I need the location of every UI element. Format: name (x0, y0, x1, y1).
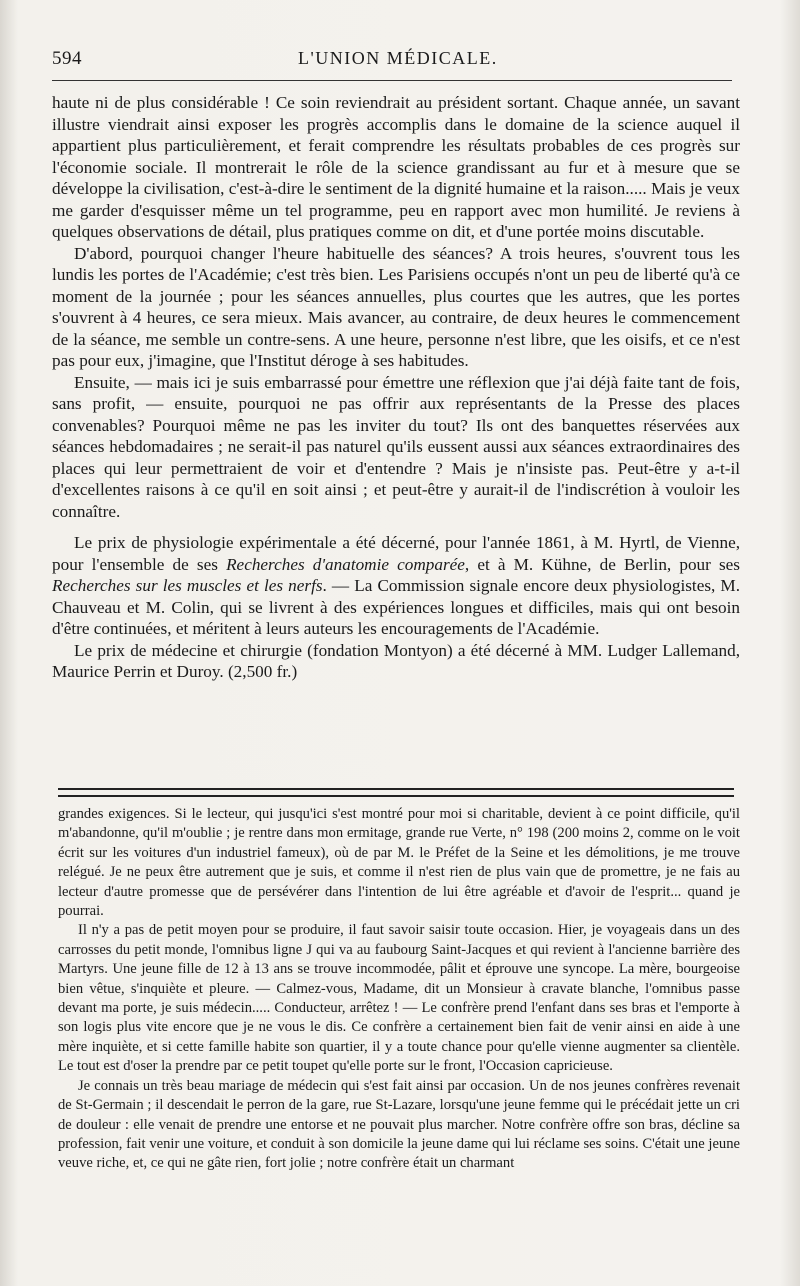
prize-medicine-paragraph: Le prix de médecine et chirurgie (fondation Montyon) a été décerné à MM. Ludger Lallemand, Maurice Perrin et Duroy. (2,500 fr.) (52, 640, 740, 681)
feuilleton-double-rule (58, 788, 734, 797)
feuilleton-text (58, 805, 740, 1174)
work-title-muscles: Recherches sur les muscles et les nerfs (52, 576, 323, 595)
paragraph: D'abord, pourquoi changer l'heure habituelle des séances? A trois heures, s'ouvrent tous les lundis les portes de l'Académie; c'est très bien. Les Parisiens occupés n'ont un peu de liberté qu'à ce moment de la journée ; pour les séances annuelles, plus courtes que les autres, que les portes s'ouvrent à 4 heures, ce sera mieux. Mais avancer, au contraire, de deux heures le commencement de la séance, me semble un contre-sens. A une heure, personne n'est libre, que les oisifs, et ce n'est pas pour eux, j'imagine, que l'Institut déroge à ses habitudes. (52, 243, 740, 370)
prize-physiology-paragraph (52, 532, 740, 640)
prize-text-middle: , et à M. Kühne, de Berlin, pour ses (464, 554, 740, 574)
feuilleton-paragraph: Je connais un très beau mariage de médecin qui s'est fait ainsi par occasion. Un de nos jeunes confrères revenait de St-Germain ; il descendait le perron de la gare, rue St-Lazare, lorsqu'une jeune femme qui le précédait jette un cri de douleur : elle venait de prendre une entorse et ne pouvait plus marcher. Notre confrère offre son bras, décline sa profession, fait venir une voiture, et conduit à son domicile la jeune dame qui lui réclame ses soins. C'était une jeune veuve riche, et, ce qui ne gâte rien, fort jolie ; notre confrère était un charmant (58, 1077, 740, 1172)
prize-text-after: . — La Commission signale encore deux physiologistes, M. Chauveau et M. Colin, qui se livrent à des expériences longues et difficiles, mais qui ont besoin d'être continuées, et méritent à leurs auteurs les encouragements de l'Académie. (52, 576, 740, 638)
feuilleton-paragraph: Il n'y a pas de petit moyen pour se produire, il faut savoir saisir toute occasion. Hier, je voyageais dans un des carrosses du petit monde, l'omnibus ligne J qui va au faubourg Saint-Jacques et qui revient à l'ancienne barrière des Martyrs. Une jeune fille de 12 à 13 ans se trouve incommodée, pâlit et éprouve une syncope. La mère, bourgeoise bien vêtue, s'inquiète et pleure. — Calmez-vous, Madame, dit un Monsieur à cravate blanche, l'omnibus passe devant ma porte, je suis médecin..... Conducteur, arrêtez ! — Le confrère prend l'enfant dans ses bras et l'emporte à son logis plus vite encore que je ne vous le dis. Ce confrère a certainement bien fait de venir ainsi en aide à une mère inquiète, et si cette famille habite son quartier, il y a toute chance pour qu'elle vienne augmenter sa clientèle. Le tout est d'oser la prendre par ce petit toupet qu'elle porte sur le front, l'Occasion capricieuse. (58, 922, 740, 1075)
running-title: L'UNION MÉDICALE. (298, 48, 498, 68)
main-text (52, 92, 740, 683)
page-header (52, 44, 740, 74)
page-number: 594 (52, 48, 82, 69)
prize-text-before: Le prix de physiologie expérimentale a été décerné, pour l'année 1861, à M. Hyrtl, de Vienne, pour l'ensemble de ses (52, 533, 740, 574)
feuilleton-paragraph: grandes exigences. Si le lecteur, qui jusqu'ici s'est montré pour moi si charitable, devient à ce point difficile, qu'il m'abandonne, qu'il m'oublie ; je rentre dans mon ermitage, grande rue Verte, n° 198 (200 moins 2, comme on le voit écrit sur les voitures d'un industriel fameux), où de par M. le Préfet de la Seine et les démolitions, je me trouve relégué. Je ne peux être autrement que je suis, et comme il n'est rien de plus vain que de promettre, je ne fais au lecteur d'autre promesse que de persévérer dans l'intention de lui être agréable et d'avoir de l'esprit... quand je pourrai. (58, 806, 740, 920)
paragraph: haute ni de plus considérable ! Ce soin reviendrait au président sortant. Chaque année, un savant illustre viendrait ainsi exposer les progrès accomplis dans le domaine de la science auquel il appartient plus particulièrement, et ferait comprendre les résultats probables de ces progrès sur l'économie sociale. Il montrerait le rôle de la science grandissant au fur et à mesure que se développe la civilisation, c'est-à-dire le sentiment de la dignité humaine et la raison..... Mais je veux me garder d'esquisser même un tel programme, peu en rapport avec mon humilité. Je reviens à quelques observations de détail, plus pratiques comme on dit, et d'une portée moins discutable. (52, 93, 740, 241)
header-rule (52, 80, 732, 81)
paragraph: Ensuite, — mais ici je suis embarrassé pour émettre une réflexion que j'ai déjà faite tant de fois, sans profit, — ensuite, pourquoi ne pas offrir aux représentants de la Presse des places convenables? Pourquoi même ne pas les inviter du tout? Ils ont des banquettes réservées aux séances hebdomadaires ; ne serait-il pas naturel qu'ils eussent aussi aux séances extraordinaires des places qui leur permettraient de voir et d'entendre ? Mais je n'insiste pas. Peut-être y a-t-il d'excellentes raisons à ce qu'il en soit ainsi ; et peut-être y aurait-il de l'indiscrétion à vouloir les connaître. (52, 372, 740, 521)
work-title-anatomy: Recherches d'anatomie comparée (226, 554, 465, 574)
